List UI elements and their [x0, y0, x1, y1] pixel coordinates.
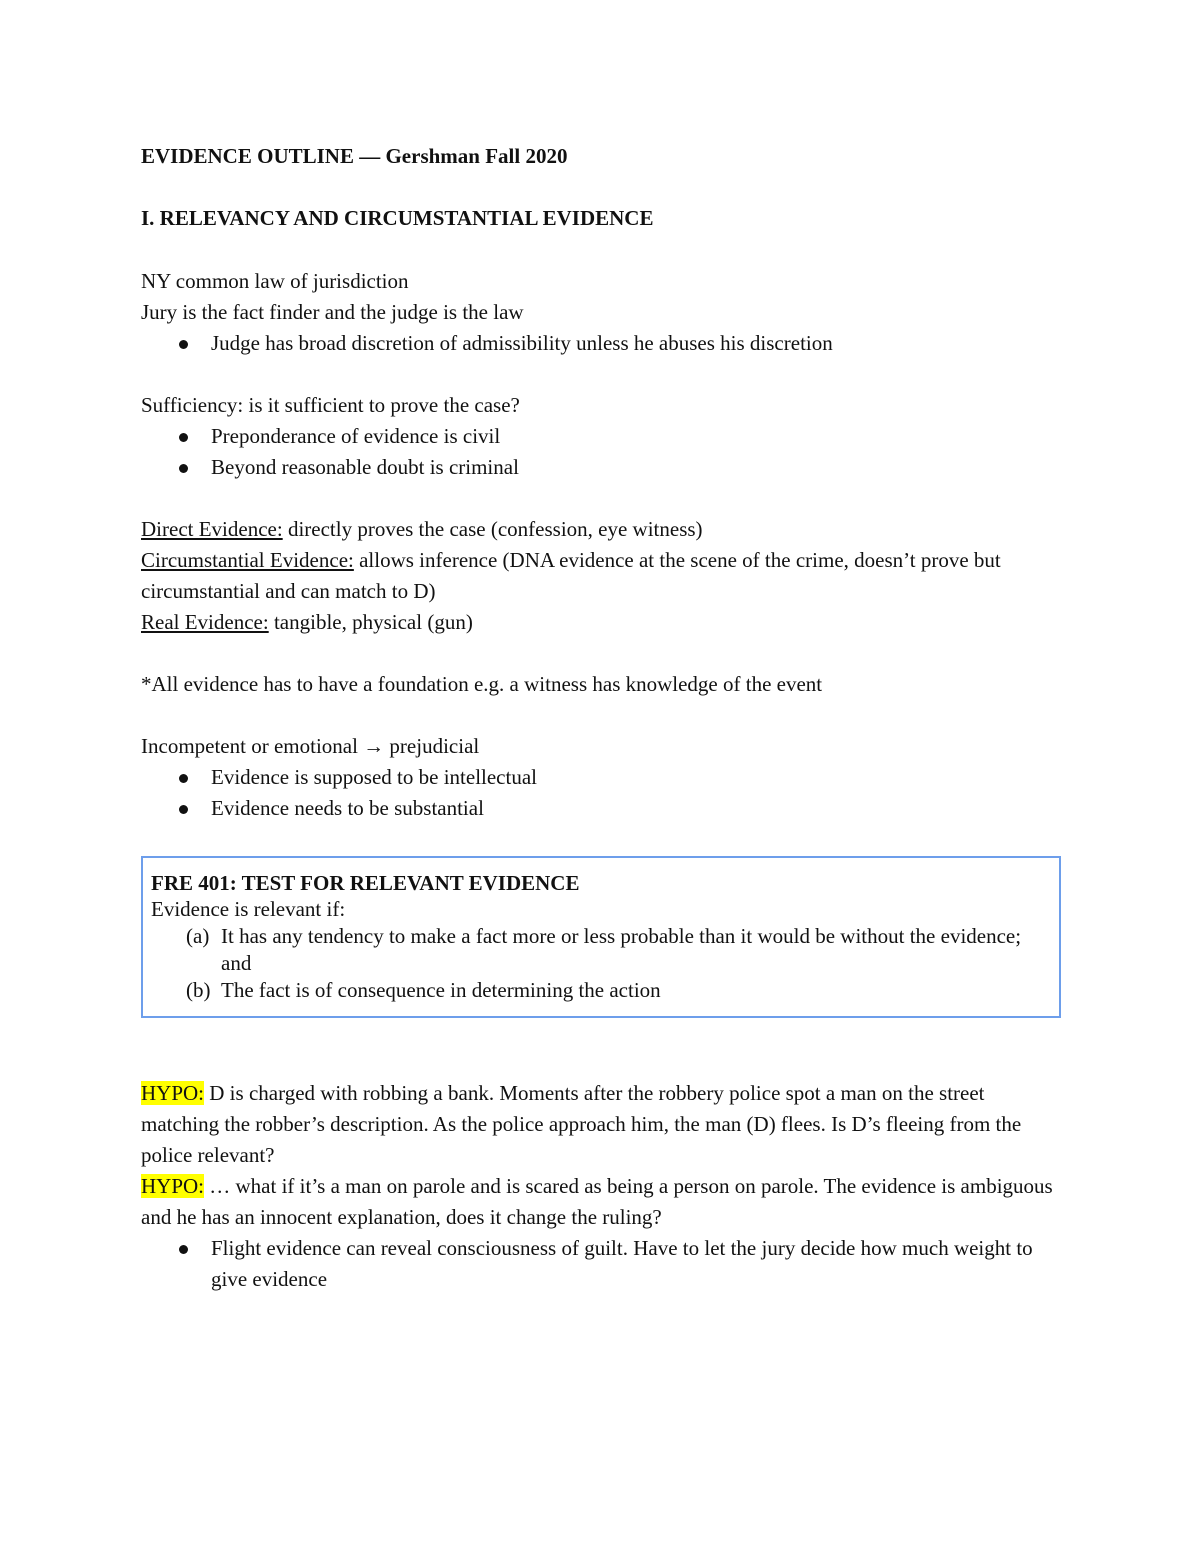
list-item: Flight evidence can reveal consciousness of guilt. Have to let the jury decide how much weight to give evidence	[141, 1233, 1061, 1295]
hypo-bullet-list	[141, 1233, 1061, 1295]
list-item: Beyond reasonable doubt is criminal	[141, 452, 1061, 483]
intro-block	[141, 266, 1061, 359]
hypo-label: HYPO:	[141, 1174, 205, 1198]
hypo-paragraph: HYPO: D is charged with robbing a bank. Moments after the robbery police spot a man on the street matching the robber’s description. As the police approach him, the man (D) flees. Is D’s fleeing from the police relevant?	[141, 1081, 1022, 1167]
fre-401-box	[141, 856, 1061, 1018]
document-page	[141, 142, 1061, 1295]
sufficiency-line: Sufficiency: is it sufficient to prove the case?	[141, 393, 520, 417]
foundation-note: *All evidence has to have a foundation e.g. a witness has knowledge of the event	[141, 672, 823, 696]
section-heading: I. RELEVANCY AND CIRCUMSTANTIAL EVIDENCE	[141, 206, 654, 230]
fre-box-title: FRE 401: TEST FOR RELEVANT EVIDENCE	[151, 871, 580, 895]
list-item: Preponderance of evidence is civil	[141, 421, 1061, 452]
prejudicial-line: Incompetent or emotional → prejudicial	[141, 734, 480, 758]
fre-box-intro: Evidence is relevant if:	[151, 897, 346, 921]
circumstantial-evidence-definition: Circumstantial Evidence: allows inference (DNA evidence at the scene of the crime, doesn’t prove but circumstantial and can match to D)	[141, 548, 1001, 603]
list-item: (a) It has any tendency to make a fact more or less probable than it would be without the evidence; and	[186, 924, 1022, 975]
fre-box-list	[151, 923, 1049, 1004]
bullet-icon	[179, 805, 188, 814]
bullet-icon	[179, 433, 188, 442]
document-title: EVIDENCE OUTLINE — Gershman Fall 2020	[141, 144, 568, 168]
evidence-types-block	[141, 514, 1061, 638]
term-label: Direct Evidence:	[141, 517, 283, 541]
list-marker: (b)	[186, 978, 211, 1002]
list-item: Evidence is supposed to be intellectual	[141, 762, 1061, 793]
list-item: Judge has broad discretion of admissibility unless he abuses his discretion	[141, 328, 1061, 359]
hypo-label: HYPO:	[141, 1081, 205, 1105]
list-item: (b) The fact is of consequence in determining the action	[186, 978, 661, 1002]
bullet-icon	[179, 774, 188, 783]
direct-evidence-definition: Direct Evidence: directly proves the case (confession, eye witness)	[141, 517, 703, 541]
hypo-block	[141, 1078, 1061, 1295]
term-label: Circumstantial Evidence:	[141, 548, 354, 572]
intro-bullet-list	[141, 328, 1061, 359]
term-label: Real Evidence:	[141, 610, 269, 634]
prejudicial-block	[141, 731, 1061, 824]
intro-line-jury: Jury is the fact finder and the judge is the law	[141, 300, 524, 324]
bullet-icon	[179, 1245, 188, 1254]
bullet-icon	[179, 464, 188, 473]
prejudicial-bullet-list	[141, 762, 1061, 824]
sufficiency-block	[141, 390, 1061, 483]
list-item: Evidence needs to be substantial	[141, 793, 1061, 824]
sufficiency-bullet-list	[141, 421, 1061, 483]
bullet-icon	[179, 340, 188, 349]
hypo-paragraph: HYPO: … what if it’s a man on parole and is scared as being a person on parole. The evidence is ambiguous and he has an innocent explanation, does it change the ruling?	[141, 1174, 1053, 1229]
list-marker: (a)	[186, 924, 210, 948]
intro-line-jurisdiction: NY common law of jurisdiction	[141, 269, 409, 293]
real-evidence-definition: Real Evidence: tangible, physical (gun)	[141, 610, 473, 634]
